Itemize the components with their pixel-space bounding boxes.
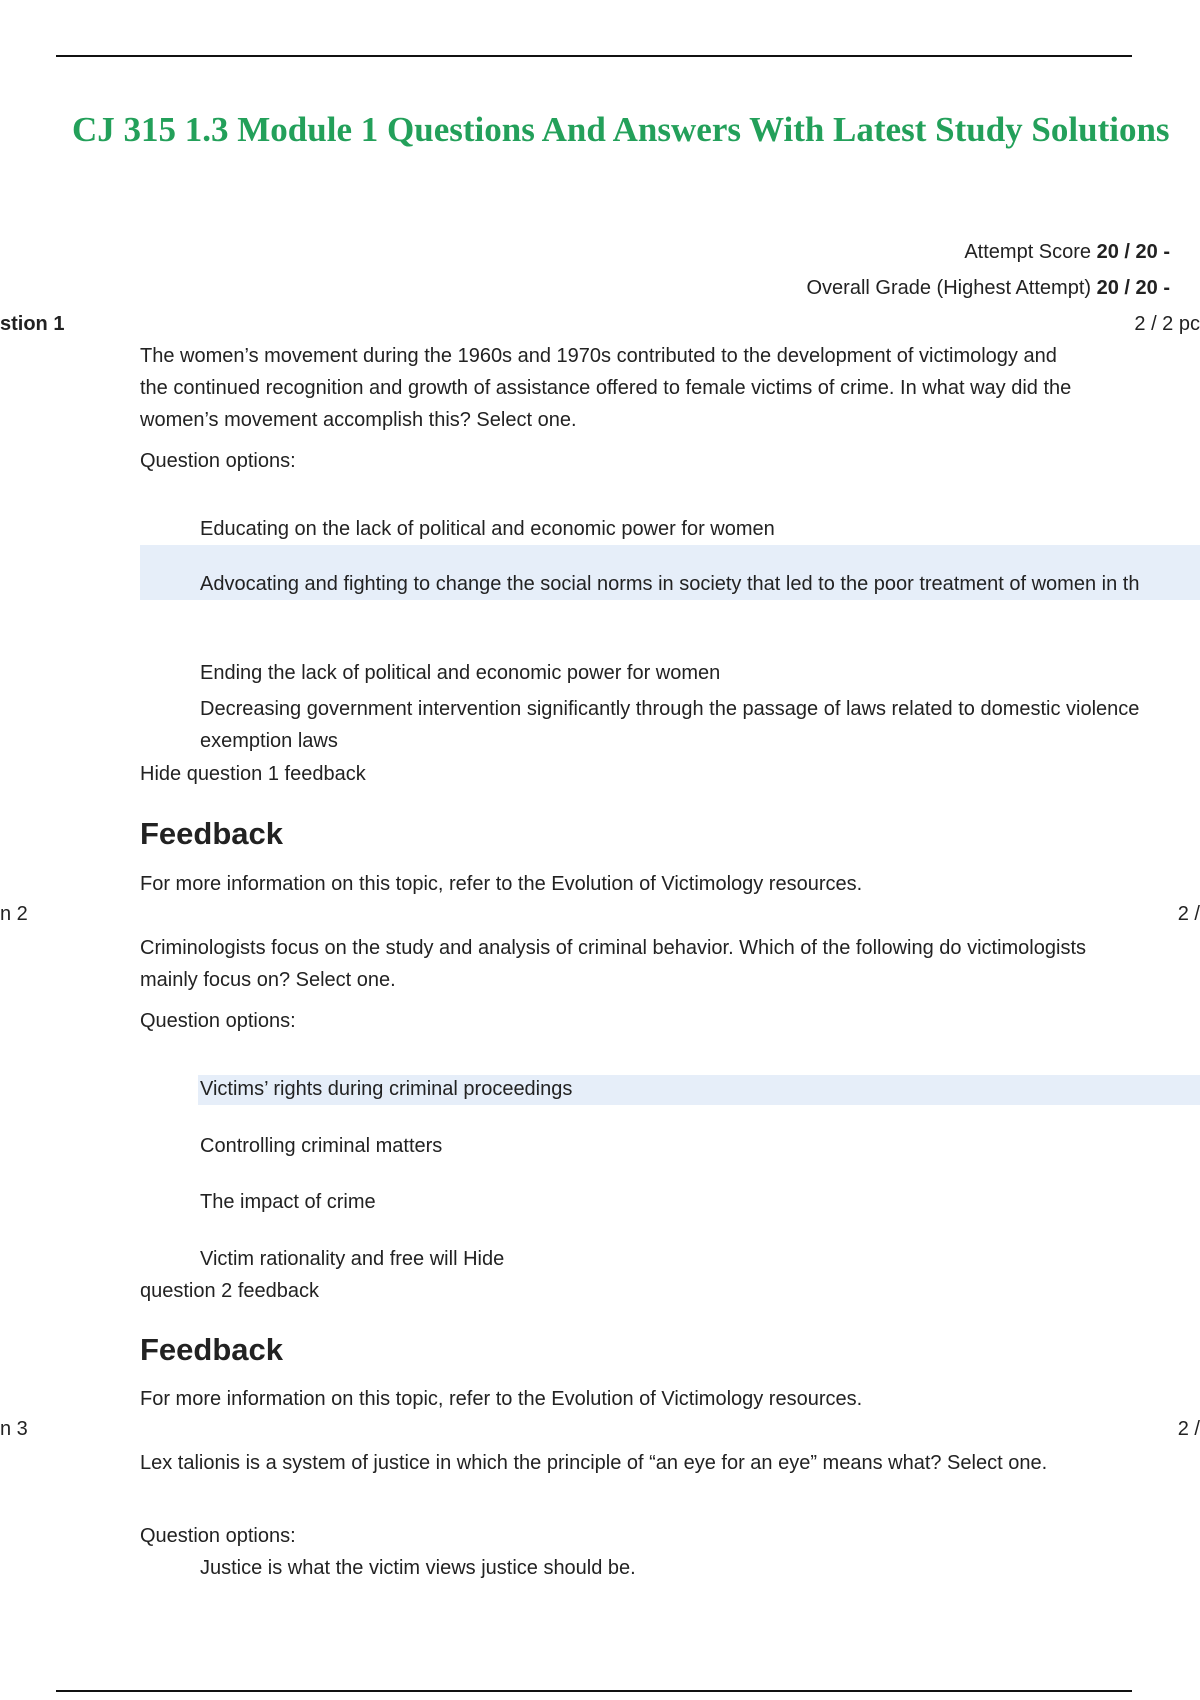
question-1-option-4[interactable]: Decreasing government intervention significantly through the passage of laws related to domestic violence exemption laws <box>200 698 1140 752</box>
attempt-score-value: 20 / 20 - <box>1096 241 1170 263</box>
question-2-options-label: Question options: <box>140 1010 296 1032</box>
question-3-text: Lex talionis is a system of justice in which the principle of “an eye for an eye” means what? Select one. <box>140 1452 1048 1474</box>
question-3-options-label: Question options: <box>140 1525 296 1547</box>
question-3-points: 2 / <box>1177 1418 1200 1440</box>
bottom-rule <box>56 1690 1132 1692</box>
question-1-hide-feedback-link[interactable]: Hide question 1 feedback <box>140 763 366 785</box>
overall-grade <box>806 277 1170 300</box>
question-2-text: Criminologists focus on the study and analysis of criminal behavior. Which of the following do victimologists mainly focus on? Select one. <box>140 937 1086 991</box>
overall-grade-label: Overall Grade (Highest Attempt) <box>806 277 1092 299</box>
question-2-points: 2 / <box>1177 903 1200 925</box>
attempt-score-label: Attempt Score <box>964 241 1092 263</box>
question-1-points: 2 / 2 pc <box>1134 313 1200 335</box>
question-3-label: n 3 <box>0 1418 28 1440</box>
top-rule <box>56 55 1132 57</box>
question-2-label: n 2 <box>0 903 28 925</box>
question-1-options-label: Question options: <box>140 450 296 472</box>
question-2-option-1[interactable]: Victims’ rights during criminal proceedings <box>200 1078 573 1100</box>
question-2-option-4[interactable]: Victim rationality and free will Hide <box>200 1248 505 1270</box>
overall-grade-value: 20 / 20 - <box>1096 277 1170 299</box>
attempt-score <box>964 241 1170 264</box>
question-2-hide-feedback-link[interactable]: question 2 feedback <box>140 1280 320 1302</box>
question-1-label: stion 1 <box>0 313 65 335</box>
question-1-feedback-heading: Feedback <box>140 816 284 851</box>
question-2-feedback-text: For more information on this topic, refer to the Evolution of Victimology resources. <box>140 1388 863 1410</box>
question-1-text: The women’s movement during the 1960s and 1970s contributed to the development of victimology and the continued recognition and growth of assistance offered to female victims of crime. In what way did the women’s movement accomplish this? Select one. <box>140 345 1072 431</box>
question-2-option-3[interactable]: The impact of crime <box>200 1191 376 1213</box>
question-2-option-2[interactable]: Controlling criminal matters <box>200 1135 443 1157</box>
question-2-feedback-heading: Feedback <box>140 1332 284 1367</box>
question-1-option-3[interactable]: Ending the lack of political and economic power for women <box>200 662 721 684</box>
question-3-option-1[interactable]: Justice is what the victim views justice should be. <box>200 1557 636 1579</box>
question-1-feedback-text: For more information on this topic, refer to the Evolution of Victimology resources. <box>140 873 863 895</box>
question-1-option-1[interactable]: Educating on the lack of political and economic power for women <box>200 518 775 540</box>
document-title: CJ 315 1.3 Module 1 Questions And Answers With Latest Study Solutions <box>72 110 1170 149</box>
question-1-option-2[interactable]: Advocating and fighting to change the social norms in society that led to the poor treatment of women in th <box>200 573 1140 595</box>
